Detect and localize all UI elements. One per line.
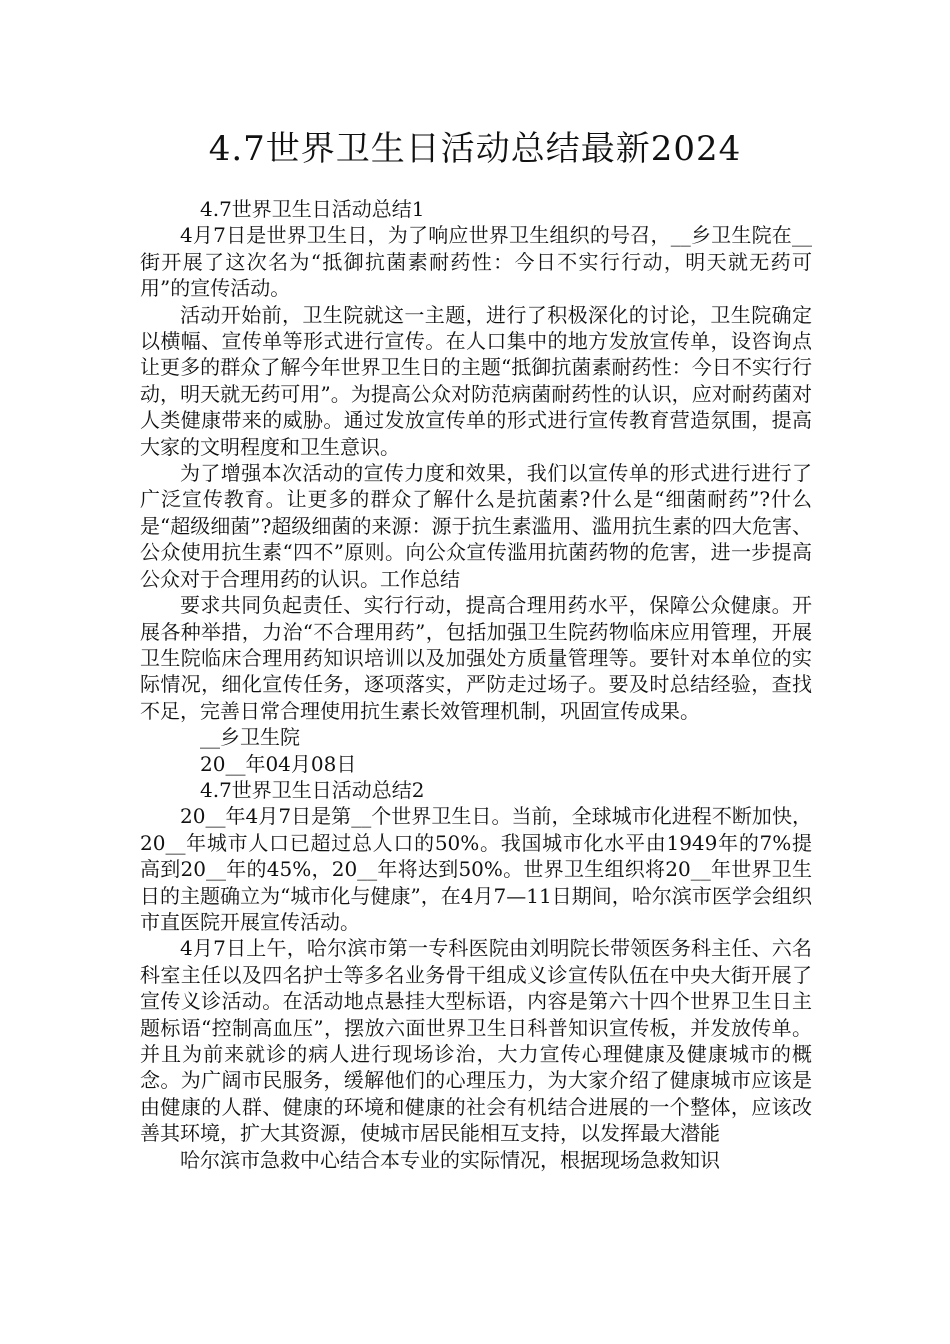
document-body (140, 196, 812, 1173)
paragraph: 活动开始前，卫生院就这一主题，进行了积极深化的讨论，卫生院确定以横幅、宣传单等形式进行宣传。在人口集中的地方发放宣传单，设咨询点让更多的群众了解今年世界卫生日的主题“抵御抗菌素耐药性：今日不实行行动，明天就无药可用”。为提高公众对防范病菌耐药性的认识，应对耐药菌对人类健康带来的威胁。通过发放宣传单的形式进行宣传教育营造氛围，提高大家的文明程度和卫生意识。 (140, 302, 812, 459)
signature-date: 20__年04月08日 (200, 751, 357, 776)
paragraph: 为了增强本次活动的宣传力度和效果，我们以宣传单的形式进行进行了广泛宣传教育。让更多的群众了解什么是抗菌素?什么是“细菌耐药”?什么是“超级细菌”?超级细菌的来源：源于抗生素滥用、滥用抗生素的四大危害、公众使用抗生素“四不”原则。向公众宣传滥用抗菌药物的危害，进一步提高公众对于合理用药的认识。工作总结 (140, 461, 812, 591)
paragraph: 20__年4月7日是第__个世界卫生日。当前，全球城市化进程不断加快，20__年城市人口已超过总人口的50%。我国城市化水平由1949年的7%提高到20__年的45%，20__年将达到50%。世界卫生组织将20__年世界卫生日的主题确立为“城市化与健康”，在4月7—11日期间，哈尔滨市医学会组织市直医院开展宣传活动。 (140, 804, 812, 934)
paragraph: 哈尔滨市急救中心结合本专业的实际情况，根据现场急救知识 (180, 1147, 720, 1172)
signature-org: __乡卫生院 (200, 725, 300, 750)
paragraph: 4月7日上午，哈尔滨市第一专科医院由刘明院长带领医务科主任、六名科室主任以及四名护士等多名业务骨干组成义诊宣传队伍在中央大街开展了宣传义诊活动。在活动地点悬挂大型标语，内容是第六十四个世界卫生日主题标语“控制高血压”，摆放六面世界卫生日科普知识宣传板，并发放传单。并且为前来就诊的病人进行现场诊治，大力宣传心理健康及健康城市的概念。为广阔市民服务，缓解他们的心理压力，为大家介绍了健康城市应该是由健康的人群、健康的环境和健康的社会有机结合进展的一个整体，应该改善其环境，扩大其资源，使城市居民能相互支持，以发挥最大潜能 (140, 936, 812, 1146)
section-heading: 4.7世界卫生日活动总结1 (200, 197, 425, 221)
paragraph: 4月7日是世界卫生日，为了响应世界卫生组织的号召，__乡卫生院在__街开展了这次名为“抵御抗菌素耐药性：今日不实行行动，明天就无药可用”的宣传活动。 (140, 223, 812, 301)
paragraph: 要求共同负起责任、实行行动，提高合理用药水平，保障公众健康。开展各种举措，力治“不合理用药”，包括加强卫生院药物临床应用管理，开展卫生院临床合理用药知识培训以及加强处方质量管理等。要针对本单位的实际情况，细化宣传任务，逐项落实，严防走过场子。要及时总结经验，查找不足，完善日常合理使用抗生素长效管理机制，巩固宣传成果。 (140, 593, 812, 723)
document-title: 4.7世界卫生日活动总结最新2024 (208, 129, 742, 169)
section-heading: 4.7世界卫生日活动总结2 (200, 777, 425, 802)
